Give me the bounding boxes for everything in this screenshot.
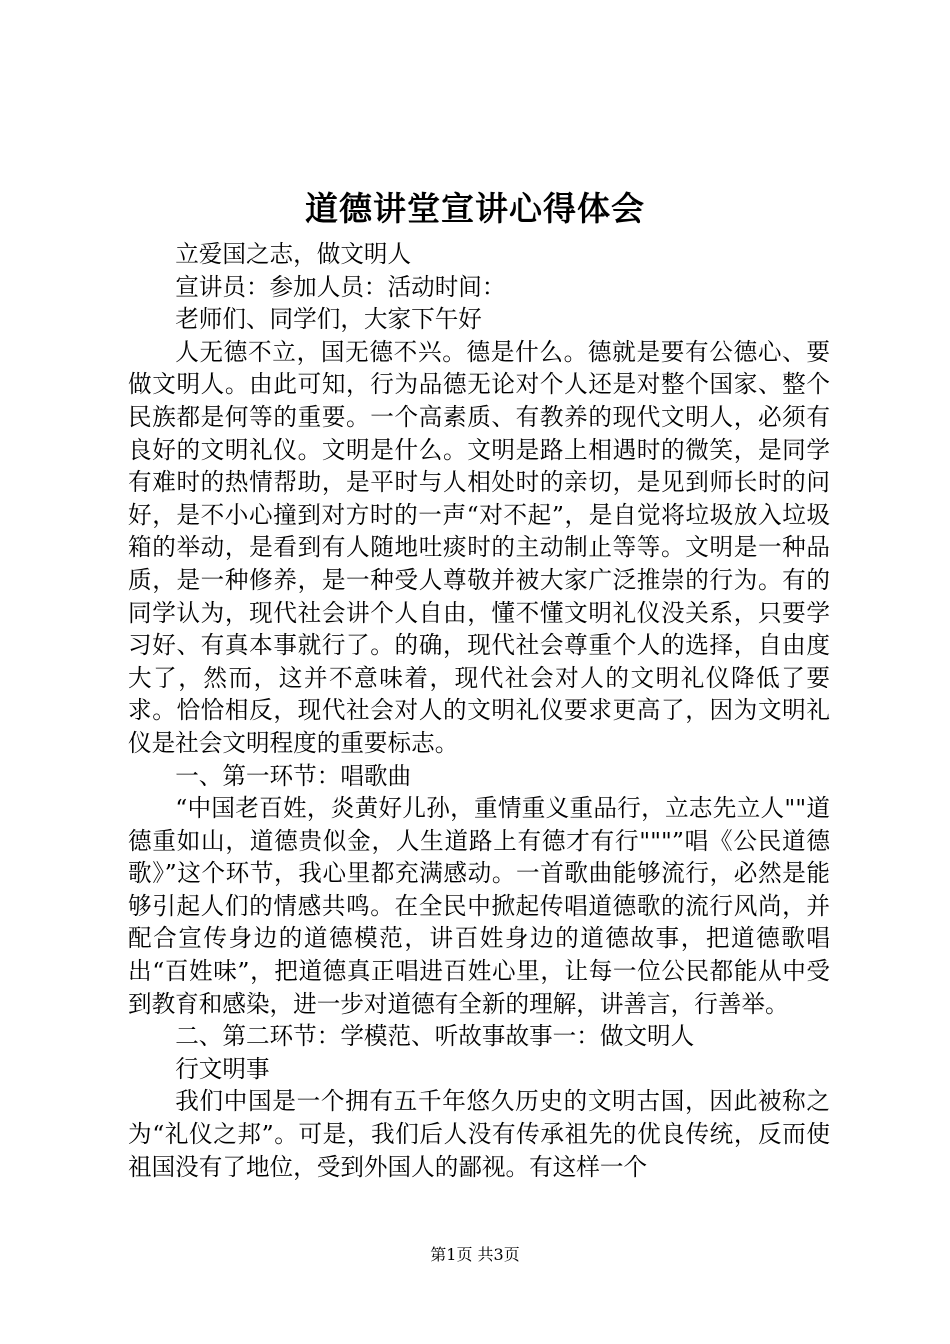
paragraph-greeting: 老师们、同学们，大家下午好 <box>175 305 482 334</box>
document-title: 道德讲堂宣讲心得体会 <box>305 189 645 228</box>
section-heading-1: 一、第一环节：唱歌曲 <box>175 761 412 790</box>
paragraph-speaker-info: 宣讲员：参加人员：活动时间： <box>175 272 506 301</box>
section-heading-2: 二、第二环节：学模范、听故事故事一：做文明人 <box>175 1022 695 1051</box>
paragraph-intro: 人无德不立，国无德不兴。德是什么。德就是要有公德心、要做文明人。由此可知，行为品德无论对个人还是对整个国家、整个民族都是何等的重要。一个高素质、有教养的现代文明人，必须有良好的文明礼仪。文明是什么。文明是路上相遇时的微笑，是同学有难时的热情帮助，是平时与人相处时的亲切，是见到师长时的问好，是不小心撞到对方时的一声“对不起”，是自觉将垃圾放入垃圾箱的举动，是看到有人随地吐痰时的主动制止等等。文明是一种品质，是一种修养，是一种受人尊敬并被大家广泛推崇的行为。有的同学认为，现代社会讲个人自由，懂不懂文明礼仪没关系，只要学习好、有真本事就行了。的确，现代社会尊重个人的选择，自由度大了，然而，这并不意味着，现代社会对人的文明礼仪降低了要求。恰恰相反，现代社会对人的文明礼仪要求更高了，因为文明礼仪是社会文明程度的重要标志。 <box>128 337 830 757</box>
document-body <box>128 238 830 1183</box>
section-heading-2-cont: 行文明事 <box>175 1054 270 1083</box>
paragraph-subtitle: 立爱国之志，做文明人 <box>175 240 412 268</box>
paragraph-song: “中国老百姓，炎黄好儿孙，重情重义重品行，立志先立人""道德重如山，道德贵似金，人生道路上有德才有行"""”唱《公民道德歌》”这个环节，我心里都充满感动。一首歌曲能够流行，必然是能够引起人们的情感共鸣。在全民中掀起传唱道德歌的流行风尚，并配合宣传身边的道德模范，讲百姓身边的道德故事，把道德歌唱出“百姓味”，把道德真正唱进百姓心里，让每一位公民都能从中受到教育和感染，进一步对道德有全新的理解，讲善言，行善举。 <box>128 794 830 1018</box>
paragraph-story: 我们中国是一个拥有五千年悠久历史的文明古国，因此被称之为“礼仪之邦”。可是，我们后人没有传承祖先的优良传统，反而使祖国没有了地位，受到外国人的鄙视。有这样一个 <box>128 1087 830 1181</box>
page-indicator: 第1页 共3页 <box>430 1245 520 1264</box>
